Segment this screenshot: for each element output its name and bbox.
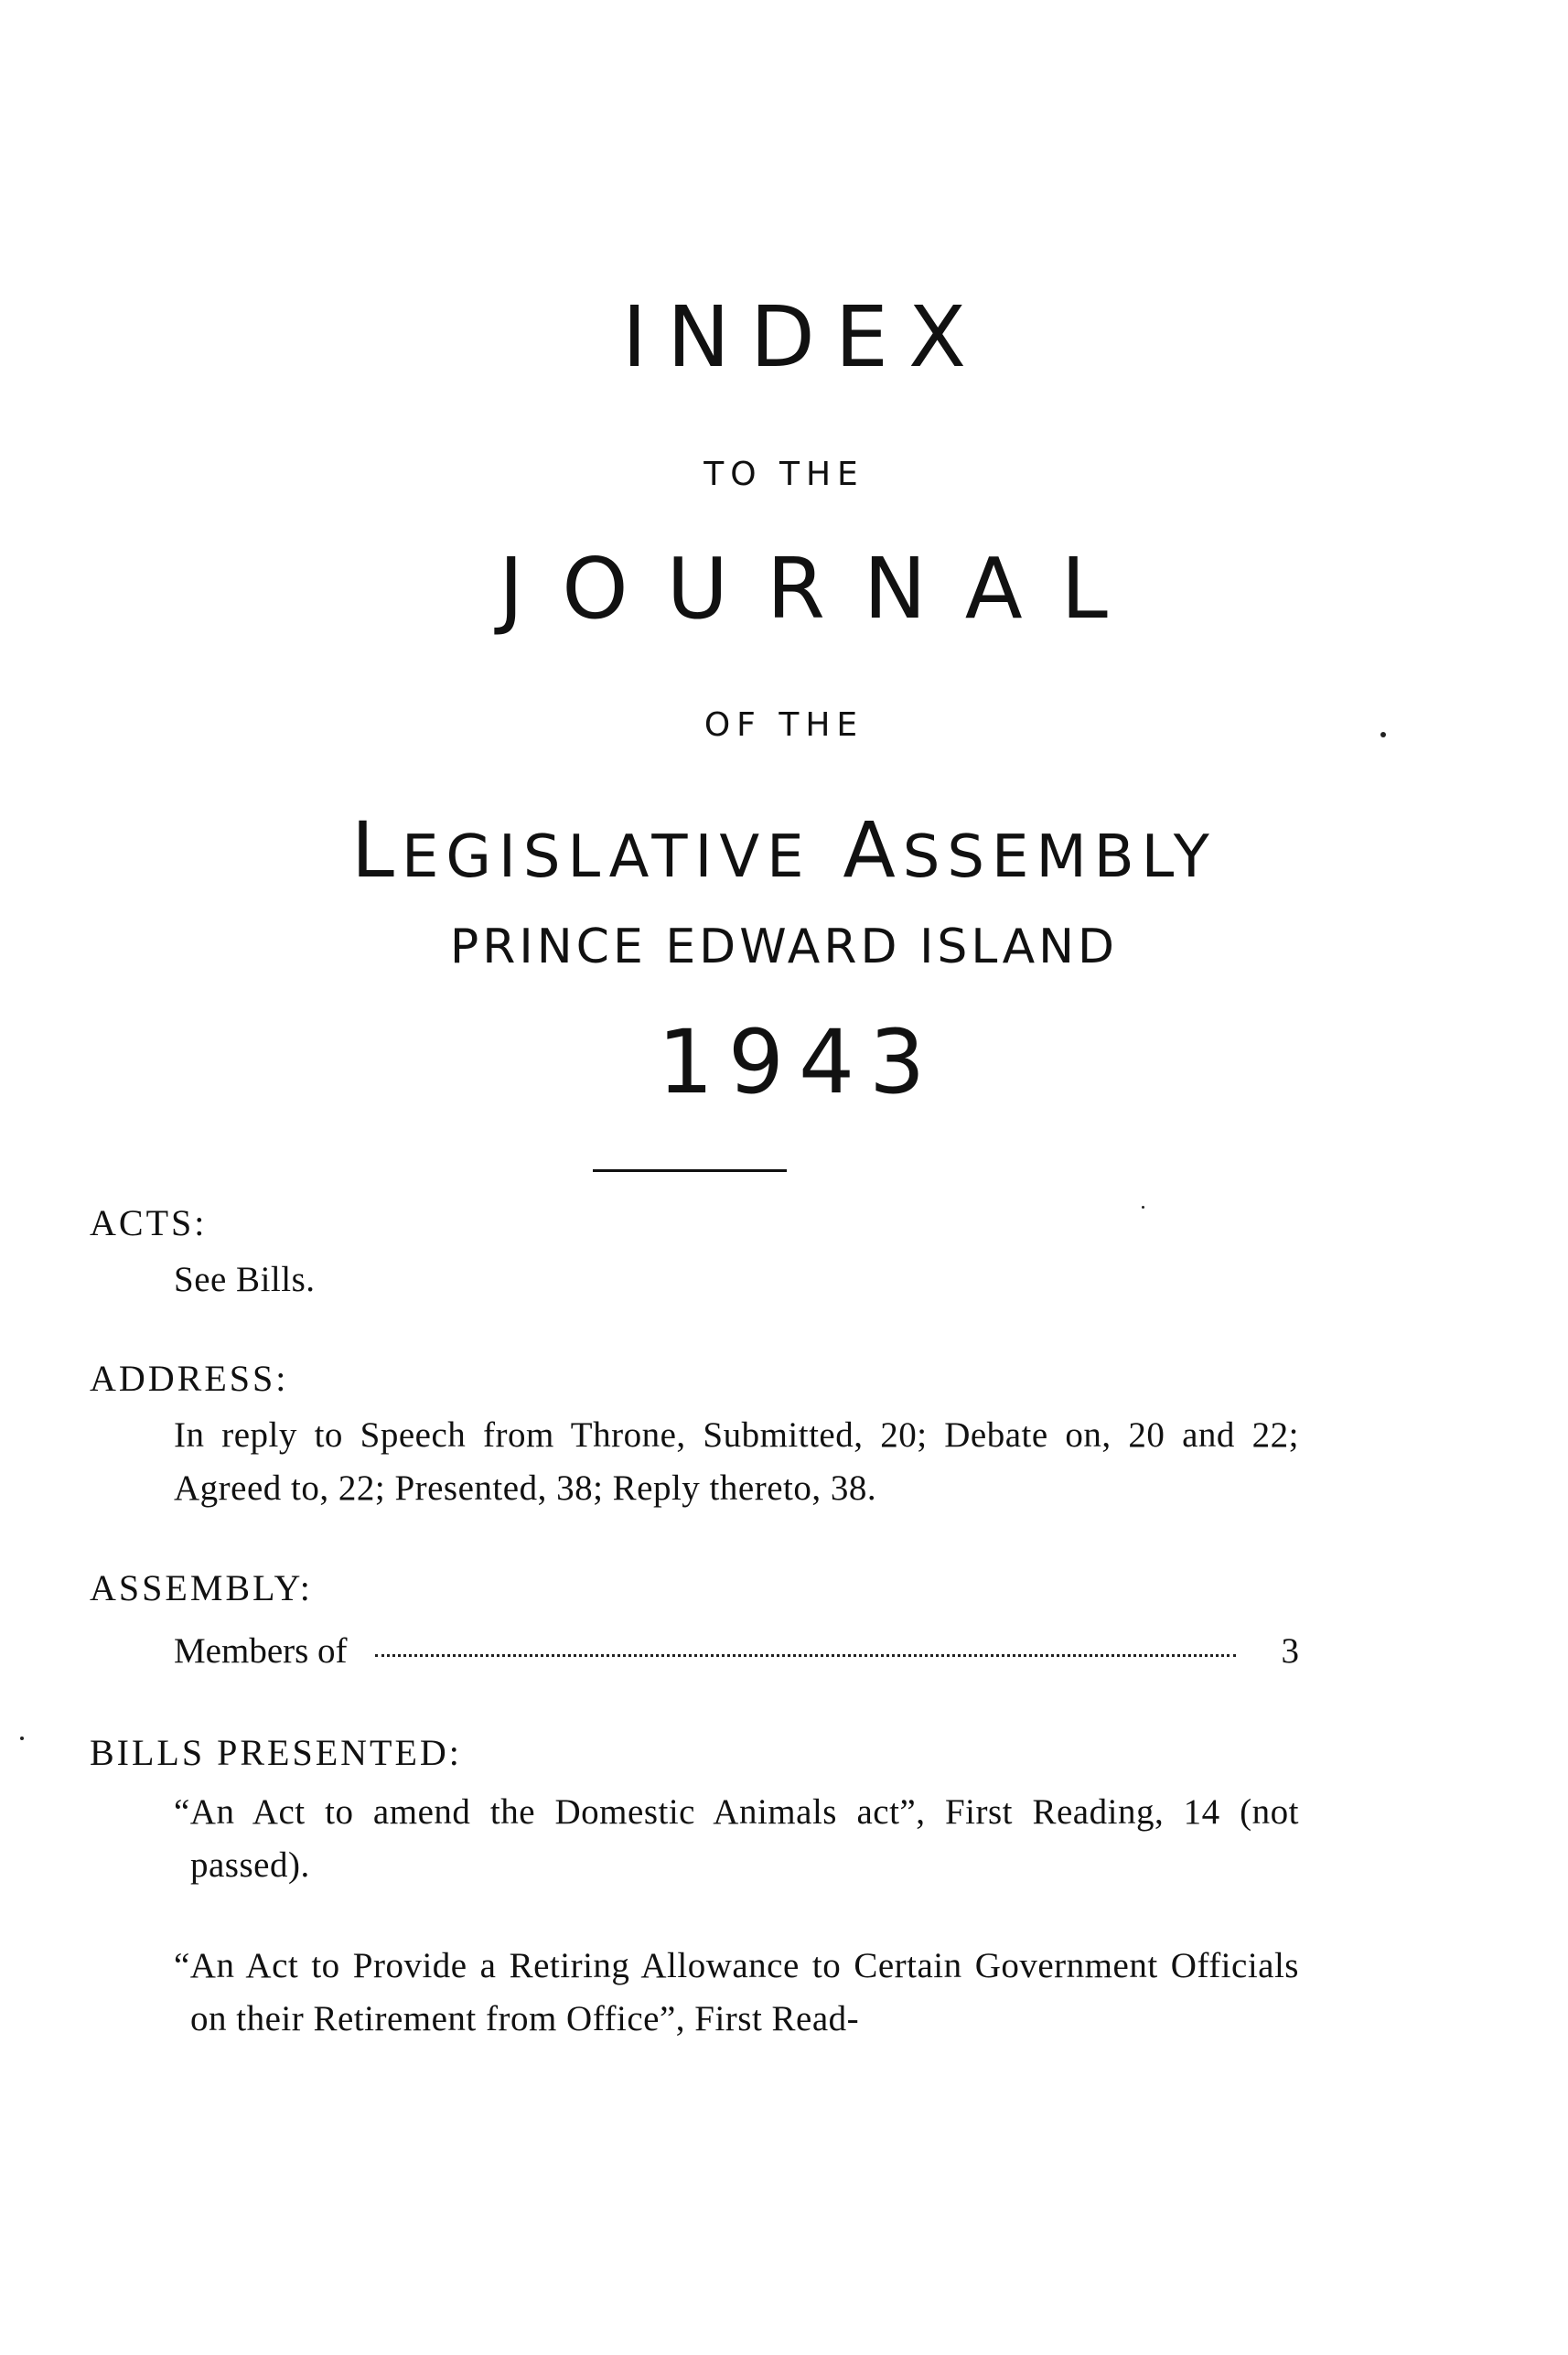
index-leader-entry <box>174 1630 1299 1672</box>
index-entry: “An Act to amend the Domestic Animals act”, First Reading, 14 (not passed). <box>174 1792 1299 1885</box>
title-journal: JOURNAL <box>499 540 1146 638</box>
subtitle-of-the: OF THE <box>703 706 865 744</box>
title-word-cap: L <box>351 805 402 895</box>
title-legislative-assembly <box>0 805 1568 895</box>
leader-entry-page: 3 <box>1281 1631 1299 1671</box>
section-heading-assembly: ASSEMBLY: <box>90 1567 313 1608</box>
title-divider <box>593 1169 787 1172</box>
scan-speck <box>1380 732 1386 737</box>
title-word-rest: EGISLATIVE <box>401 823 811 891</box>
subtitle-to-the: TO THE <box>703 456 865 493</box>
index-entry: In reply to Speech from Throne, Submitted, 20; Debate on, 20 and 22; Agreed to, 22; Presented, 38; Reply thereto, 38. <box>174 1415 1299 1508</box>
title-word-rest: SSEMBLY <box>902 823 1217 891</box>
index-entry: See Bills. <box>174 1260 316 1299</box>
title-word-cap: A <box>843 805 903 895</box>
title-province: PRINCE EDWARD ISLAND <box>449 919 1119 974</box>
scan-speck <box>20 1737 24 1740</box>
scan-speck <box>1142 1206 1144 1209</box>
section-heading-address: ADDRESS: <box>90 1358 289 1399</box>
title-index: INDEX <box>622 288 986 386</box>
dot-leader <box>375 1653 1236 1657</box>
leader-entry-label: Members of <box>174 1631 348 1671</box>
section-heading-bills-presented: BILLS PRESENTED: <box>90 1732 462 1773</box>
index-entry: “An Act to Provide a Retiring Allowance to Certain Government Officials on their Retirement from Office”, First Read- <box>174 1946 1299 2038</box>
section-heading-acts: ACTS: <box>90 1202 208 1243</box>
title-year: 1943 <box>657 1011 940 1113</box>
